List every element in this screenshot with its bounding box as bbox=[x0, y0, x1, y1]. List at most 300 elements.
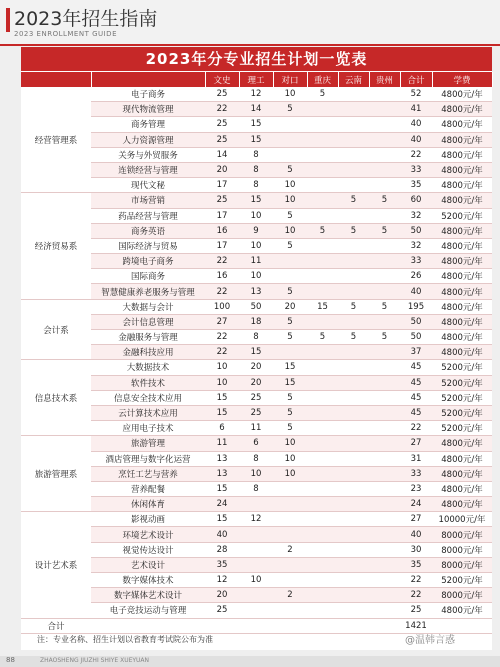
cell-value bbox=[369, 178, 400, 193]
cell-value: 15 bbox=[205, 405, 239, 420]
cell-value: 4800元/年 bbox=[432, 603, 492, 618]
table-row bbox=[21, 314, 492, 329]
cell-value: 15 bbox=[239, 193, 273, 208]
cell-value: 10 bbox=[273, 436, 307, 451]
cell-value bbox=[338, 102, 369, 117]
cell-value: 35 bbox=[400, 178, 432, 193]
cell-value: 8 bbox=[239, 162, 273, 177]
cell-value: 10 bbox=[273, 87, 307, 102]
cell-value bbox=[369, 238, 400, 253]
empty-cell bbox=[239, 618, 273, 633]
cell-value: 10 bbox=[273, 451, 307, 466]
cell-value: 22 bbox=[400, 588, 432, 603]
table-row bbox=[21, 527, 492, 542]
cell-value bbox=[273, 117, 307, 132]
cell-value bbox=[369, 390, 400, 405]
cell-value: 17 bbox=[205, 178, 239, 193]
major-name: 数字媒体艺术设计 bbox=[91, 588, 205, 603]
major-name: 云计算技术应用 bbox=[91, 405, 205, 420]
table-row bbox=[21, 162, 492, 177]
major-name: 应用电子技术 bbox=[91, 421, 205, 436]
major-name: 大数据与会计 bbox=[91, 299, 205, 314]
cell-value: 20 bbox=[239, 375, 273, 390]
cell-value: 40 bbox=[400, 284, 432, 299]
cell-value bbox=[239, 603, 273, 618]
empty-cell bbox=[273, 618, 307, 633]
table-row bbox=[21, 208, 492, 223]
col-header-major bbox=[91, 72, 205, 87]
cell-value: 37 bbox=[400, 345, 432, 360]
major-name: 人力资源管理 bbox=[91, 132, 205, 147]
cell-value bbox=[307, 542, 338, 557]
cell-value: 5 bbox=[369, 299, 400, 314]
cell-value: 195 bbox=[400, 299, 432, 314]
cell-value bbox=[307, 147, 338, 162]
cell-value bbox=[338, 466, 369, 481]
cell-value: 5200元/年 bbox=[432, 360, 492, 375]
cell-value: 40 bbox=[400, 117, 432, 132]
major-name: 跨境电子商务 bbox=[91, 254, 205, 269]
table-row bbox=[21, 284, 492, 299]
cell-value: 5 bbox=[273, 208, 307, 223]
cell-value bbox=[338, 178, 369, 193]
cell-value: 50 bbox=[400, 330, 432, 345]
cell-value bbox=[307, 603, 338, 618]
cell-value: 15 bbox=[239, 345, 273, 360]
cell-value bbox=[338, 132, 369, 147]
table-row bbox=[21, 573, 492, 588]
major-name: 商务管理 bbox=[91, 117, 205, 132]
cell-value: 40 bbox=[400, 132, 432, 147]
cell-value: 27 bbox=[205, 314, 239, 329]
table-row bbox=[21, 330, 492, 345]
cell-value: 17 bbox=[205, 238, 239, 253]
cell-value bbox=[307, 512, 338, 527]
cell-value: 2 bbox=[273, 588, 307, 603]
cell-value: 45 bbox=[400, 360, 432, 375]
total-value: 1421 bbox=[400, 618, 432, 633]
department-name: 会计系 bbox=[21, 299, 91, 360]
cell-value: 41 bbox=[400, 102, 432, 117]
major-name: 商务英语 bbox=[91, 223, 205, 238]
cell-value: 25 bbox=[205, 87, 239, 102]
col-header-chongqing: 重庆 bbox=[307, 72, 338, 87]
cell-value: 4800元/年 bbox=[432, 223, 492, 238]
major-name: 智慧健康养老服务与管理 bbox=[91, 284, 205, 299]
major-name: 营养配餐 bbox=[91, 481, 205, 496]
cell-value: 25 bbox=[205, 132, 239, 147]
cell-value bbox=[338, 573, 369, 588]
table-row bbox=[21, 269, 492, 284]
cell-value: 5 bbox=[273, 330, 307, 345]
total-label: 合计 bbox=[21, 618, 91, 633]
cell-value: 4800元/年 bbox=[432, 497, 492, 512]
cell-value: 10 bbox=[239, 238, 273, 253]
cell-value: 4800元/年 bbox=[432, 284, 492, 299]
cell-value: 25 bbox=[400, 603, 432, 618]
cell-value: 6 bbox=[239, 436, 273, 451]
cell-value bbox=[338, 390, 369, 405]
cell-value bbox=[369, 314, 400, 329]
cell-value bbox=[369, 284, 400, 299]
cell-value bbox=[307, 193, 338, 208]
cell-value: 5 bbox=[273, 390, 307, 405]
cell-value bbox=[369, 512, 400, 527]
cell-value bbox=[273, 481, 307, 496]
header-title: 2023年招生指南 bbox=[14, 8, 158, 30]
cell-value bbox=[369, 466, 400, 481]
major-name: 金融服务与管理 bbox=[91, 330, 205, 345]
major-name: 数字媒体技术 bbox=[91, 573, 205, 588]
cell-value: 35 bbox=[205, 557, 239, 572]
major-name: 信息安全技术应用 bbox=[91, 390, 205, 405]
cell-value bbox=[307, 481, 338, 496]
footer-text: ZHAOSHENG JIUZHI SHIYE XUEYUAN bbox=[40, 657, 150, 664]
cell-value bbox=[273, 345, 307, 360]
cell-value: 10 bbox=[205, 375, 239, 390]
table-row bbox=[21, 299, 492, 314]
cell-value: 13 bbox=[205, 466, 239, 481]
cell-value: 24 bbox=[400, 497, 432, 512]
cell-value: 12 bbox=[239, 87, 273, 102]
cell-value: 15 bbox=[273, 360, 307, 375]
cell-value bbox=[369, 405, 400, 420]
cell-value bbox=[307, 360, 338, 375]
cell-value bbox=[369, 542, 400, 557]
watermark: @温韩言惑 bbox=[405, 635, 455, 646]
cell-value: 10 bbox=[239, 208, 273, 223]
table-row bbox=[21, 497, 492, 512]
cell-value bbox=[369, 345, 400, 360]
col-header-guizhou: 贵州 bbox=[369, 72, 400, 87]
cell-value: 11 bbox=[239, 254, 273, 269]
cell-value bbox=[307, 238, 338, 253]
major-name: 关务与外贸服务 bbox=[91, 147, 205, 162]
cell-value bbox=[369, 117, 400, 132]
cell-value: 10 bbox=[239, 573, 273, 588]
major-name: 会计信息管理 bbox=[91, 314, 205, 329]
table-row bbox=[21, 481, 492, 496]
cell-value: 8 bbox=[239, 330, 273, 345]
cell-value: 40 bbox=[400, 527, 432, 542]
cell-value bbox=[338, 497, 369, 512]
cell-value: 10 bbox=[273, 178, 307, 193]
table-row bbox=[21, 375, 492, 390]
major-name: 软件技术 bbox=[91, 375, 205, 390]
cell-value bbox=[338, 254, 369, 269]
cell-value bbox=[369, 87, 400, 102]
table-row bbox=[21, 254, 492, 269]
cell-value bbox=[338, 375, 369, 390]
cell-value bbox=[239, 497, 273, 512]
cell-value: 4800元/年 bbox=[432, 238, 492, 253]
table-row bbox=[21, 117, 492, 132]
cell-value bbox=[338, 208, 369, 223]
cell-value bbox=[307, 102, 338, 117]
cell-value bbox=[338, 588, 369, 603]
cell-value: 60 bbox=[400, 193, 432, 208]
cell-value: 22 bbox=[205, 102, 239, 117]
table-row bbox=[21, 360, 492, 375]
cell-value: 4800元/年 bbox=[432, 436, 492, 451]
cell-value: 4800元/年 bbox=[432, 147, 492, 162]
table-row bbox=[21, 87, 492, 102]
cell-value: 10 bbox=[205, 360, 239, 375]
cell-value bbox=[273, 603, 307, 618]
cell-value bbox=[307, 208, 338, 223]
col-header-department bbox=[21, 72, 91, 87]
cell-value bbox=[307, 314, 338, 329]
cell-value: 5 bbox=[369, 330, 400, 345]
cell-value: 8 bbox=[239, 178, 273, 193]
cell-value: 4800元/年 bbox=[432, 314, 492, 329]
enrollment-plan-page bbox=[21, 47, 492, 650]
cell-value bbox=[338, 527, 369, 542]
cell-value bbox=[338, 284, 369, 299]
cell-value bbox=[307, 345, 338, 360]
major-name: 影视动画 bbox=[91, 512, 205, 527]
cell-value bbox=[307, 497, 338, 512]
cell-value bbox=[307, 405, 338, 420]
cell-value bbox=[273, 254, 307, 269]
cell-value: 15 bbox=[307, 299, 338, 314]
cell-value bbox=[338, 314, 369, 329]
table-header-row bbox=[21, 72, 492, 87]
cell-value: 4800元/年 bbox=[432, 481, 492, 496]
cell-value: 16 bbox=[205, 223, 239, 238]
cell-value bbox=[273, 132, 307, 147]
major-name: 市场营销 bbox=[91, 193, 205, 208]
cell-value: 10 bbox=[239, 466, 273, 481]
cell-value: 25 bbox=[205, 603, 239, 618]
cell-value bbox=[369, 588, 400, 603]
cell-value bbox=[307, 557, 338, 572]
cell-value: 4800元/年 bbox=[432, 466, 492, 481]
cell-value: 8000元/年 bbox=[432, 527, 492, 542]
major-name: 现代文秘 bbox=[91, 178, 205, 193]
cell-value: 15 bbox=[239, 132, 273, 147]
cell-value bbox=[307, 178, 338, 193]
cell-value bbox=[239, 542, 273, 557]
table-body bbox=[21, 87, 492, 633]
cell-value: 25 bbox=[205, 117, 239, 132]
cell-value: 10000元/年 bbox=[432, 512, 492, 527]
cell-value bbox=[273, 269, 307, 284]
cell-value: 8000元/年 bbox=[432, 557, 492, 572]
cell-value: 30 bbox=[400, 542, 432, 557]
cell-value bbox=[307, 375, 338, 390]
cell-value: 8000元/年 bbox=[432, 542, 492, 557]
cell-value: 4800元/年 bbox=[432, 330, 492, 345]
major-name: 药品经营与管理 bbox=[91, 208, 205, 223]
cell-value: 25 bbox=[239, 390, 273, 405]
cell-value bbox=[239, 527, 273, 542]
cell-value: 13 bbox=[239, 284, 273, 299]
cell-value: 10 bbox=[273, 223, 307, 238]
cell-value: 11 bbox=[205, 436, 239, 451]
cell-value: 22 bbox=[205, 345, 239, 360]
cell-value bbox=[369, 557, 400, 572]
col-header-total: 合计 bbox=[400, 72, 432, 87]
table-row bbox=[21, 193, 492, 208]
empty-cell bbox=[369, 618, 400, 633]
cell-value: 4800元/年 bbox=[432, 117, 492, 132]
cell-value bbox=[369, 375, 400, 390]
cell-value: 2 bbox=[273, 542, 307, 557]
cell-value bbox=[369, 603, 400, 618]
table-row bbox=[21, 345, 492, 360]
major-name: 金融科技应用 bbox=[91, 345, 205, 360]
cell-value bbox=[338, 238, 369, 253]
cell-value: 4800元/年 bbox=[432, 87, 492, 102]
cell-value bbox=[369, 360, 400, 375]
cell-value bbox=[307, 254, 338, 269]
cell-value bbox=[369, 254, 400, 269]
major-name: 现代物流管理 bbox=[91, 102, 205, 117]
cell-value: 4800元/年 bbox=[432, 102, 492, 117]
cell-value: 20 bbox=[273, 299, 307, 314]
cell-value bbox=[369, 436, 400, 451]
page-number: 88 bbox=[6, 656, 15, 664]
major-name: 国际商务 bbox=[91, 269, 205, 284]
page-header bbox=[0, 0, 500, 46]
cell-value: 8 bbox=[239, 147, 273, 162]
table-row bbox=[21, 542, 492, 557]
cell-value: 5 bbox=[307, 87, 338, 102]
cell-value: 8 bbox=[239, 451, 273, 466]
cell-value: 5 bbox=[273, 405, 307, 420]
department-name: 旅游管理系 bbox=[21, 436, 91, 512]
col-header-duikou: 对口 bbox=[273, 72, 307, 87]
cell-value bbox=[307, 117, 338, 132]
cell-value: 50 bbox=[239, 299, 273, 314]
cell-value bbox=[338, 87, 369, 102]
cell-value: 4800元/年 bbox=[432, 193, 492, 208]
cell-value: 33 bbox=[400, 466, 432, 481]
cell-value: 50 bbox=[400, 314, 432, 329]
cell-value bbox=[369, 102, 400, 117]
cell-value bbox=[338, 421, 369, 436]
major-name: 休闲体育 bbox=[91, 497, 205, 512]
cell-value: 22 bbox=[205, 284, 239, 299]
department-name: 经济贸易系 bbox=[21, 193, 91, 299]
cell-value bbox=[369, 481, 400, 496]
cell-value: 5 bbox=[273, 284, 307, 299]
table-row bbox=[21, 390, 492, 405]
cell-value: 15 bbox=[205, 512, 239, 527]
cell-value: 45 bbox=[400, 405, 432, 420]
cell-value bbox=[307, 390, 338, 405]
cell-value bbox=[239, 588, 273, 603]
cell-value bbox=[307, 588, 338, 603]
cell-value bbox=[338, 345, 369, 360]
cell-value: 5 bbox=[369, 193, 400, 208]
cell-value bbox=[273, 497, 307, 512]
major-name: 电子竞技运动与管理 bbox=[91, 603, 205, 618]
cell-value: 5 bbox=[338, 330, 369, 345]
cell-value bbox=[307, 451, 338, 466]
major-name: 大数据技术 bbox=[91, 360, 205, 375]
table-row bbox=[21, 178, 492, 193]
cell-value: 14 bbox=[205, 147, 239, 162]
major-name: 电子商务 bbox=[91, 87, 205, 102]
cell-value: 5200元/年 bbox=[432, 390, 492, 405]
cell-value: 28 bbox=[205, 542, 239, 557]
cell-value: 5 bbox=[273, 162, 307, 177]
cell-value bbox=[369, 269, 400, 284]
cell-value: 40 bbox=[205, 527, 239, 542]
cell-value: 50 bbox=[400, 223, 432, 238]
cell-value bbox=[307, 527, 338, 542]
cell-value: 25 bbox=[239, 405, 273, 420]
cell-value: 14 bbox=[239, 102, 273, 117]
table-row bbox=[21, 132, 492, 147]
cell-value: 5200元/年 bbox=[432, 573, 492, 588]
table-row bbox=[21, 466, 492, 481]
cell-value: 10 bbox=[273, 193, 307, 208]
cell-value: 4800元/年 bbox=[432, 132, 492, 147]
cell-value bbox=[273, 527, 307, 542]
cell-value: 18 bbox=[239, 314, 273, 329]
cell-value: 5 bbox=[338, 299, 369, 314]
cell-value: 4800元/年 bbox=[432, 451, 492, 466]
empty-cell bbox=[91, 618, 205, 633]
col-header-ligong: 理工 bbox=[239, 72, 273, 87]
table-row bbox=[21, 405, 492, 420]
major-name: 酒店管理与数字化运营 bbox=[91, 451, 205, 466]
cell-value bbox=[338, 360, 369, 375]
table-row bbox=[21, 512, 492, 527]
cell-value bbox=[273, 512, 307, 527]
cell-value: 11 bbox=[239, 421, 273, 436]
cell-value: 33 bbox=[400, 162, 432, 177]
major-name: 旅游管理 bbox=[91, 436, 205, 451]
cell-value: 20 bbox=[239, 360, 273, 375]
cell-value: 5 bbox=[307, 330, 338, 345]
cell-value: 5 bbox=[273, 238, 307, 253]
cell-value: 22 bbox=[400, 147, 432, 162]
cell-value bbox=[338, 147, 369, 162]
cell-value: 5 bbox=[369, 223, 400, 238]
cell-value: 5 bbox=[338, 223, 369, 238]
cell-value: 22 bbox=[400, 573, 432, 588]
cell-value: 100 bbox=[205, 299, 239, 314]
enrollment-table bbox=[21, 72, 493, 634]
cell-value bbox=[273, 557, 307, 572]
cell-value: 5 bbox=[273, 102, 307, 117]
major-name: 国际经济与贸易 bbox=[91, 238, 205, 253]
cell-value: 4800元/年 bbox=[432, 299, 492, 314]
cell-value: 12 bbox=[239, 512, 273, 527]
table-row bbox=[21, 436, 492, 451]
cell-value: 5200元/年 bbox=[432, 421, 492, 436]
cell-value: 8 bbox=[239, 481, 273, 496]
cell-value: 5 bbox=[273, 421, 307, 436]
cell-value bbox=[369, 497, 400, 512]
page-footer-bar bbox=[0, 656, 500, 667]
table-row bbox=[21, 451, 492, 466]
major-name: 连锁经营与管理 bbox=[91, 162, 205, 177]
cell-value: 52 bbox=[400, 87, 432, 102]
cell-value bbox=[338, 542, 369, 557]
cell-value: 45 bbox=[400, 390, 432, 405]
footnote: 注：专业名称、招生计划以省教育考试院公布为准 bbox=[37, 635, 213, 644]
cell-value bbox=[369, 132, 400, 147]
cell-value bbox=[338, 405, 369, 420]
cell-value: 27 bbox=[400, 436, 432, 451]
cell-value: 4800元/年 bbox=[432, 269, 492, 284]
major-name: 视觉传达设计 bbox=[91, 542, 205, 557]
